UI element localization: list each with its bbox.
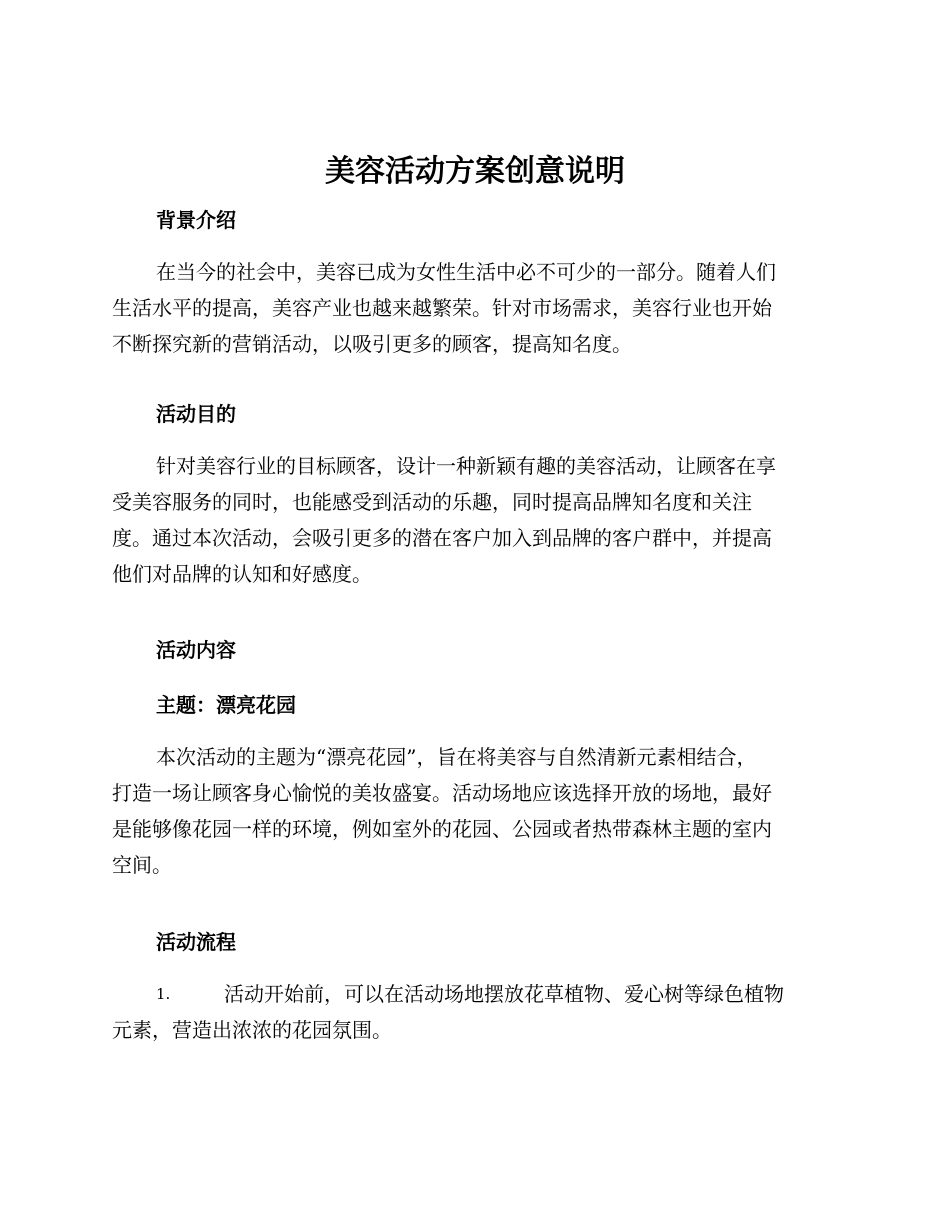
list-item-line: 活动开始前，可以在活动场地摆放花草植物、爱心树等绿色植物 [224, 982, 784, 1006]
paragraph-line: 打造一场让顾客身心愉悦的美妆盛宴。活动场地应该选择开放的场地，最好 [112, 781, 772, 805]
section-heading-background: 背景介绍 [156, 208, 236, 232]
section-heading-content: 活动内容 [156, 638, 236, 662]
paragraph-line: 针对美容行业的目标顾客，设计一种新颖有趣的美容活动，让顾客在享 [156, 454, 776, 478]
purpose-paragraph [112, 448, 836, 592]
paragraph-line: 是能够像花园一样的环境，例如室外的花园、公园或者热带森林主题的室内 [112, 817, 772, 841]
document-title: 美容活动方案创意说明 [325, 154, 625, 189]
section-heading-process: 活动流程 [156, 930, 236, 954]
paragraph-line: 不断探究新的营销活动，以吸引更多的顾客，提高知名度。 [112, 332, 632, 356]
theme-heading: 主题：漂亮花园 [156, 693, 296, 717]
paragraph-line: 受美容服务的同时，也能感受到活动的乐趣，同时提高品牌知名度和关注 [112, 490, 752, 514]
list-item [112, 976, 836, 1048]
background-paragraph [112, 254, 836, 362]
paragraph-line: 空间。 [112, 853, 172, 877]
paragraph-line: 本次活动的主题为“漂亮花园”，旨在将美容与自然清新元素相结合， [156, 745, 757, 769]
paragraph-line: 生活水平的提高，美容产业也越来越繁荣。针对市场需求，美容行业也开始 [112, 296, 772, 320]
content-paragraph [112, 739, 836, 883]
paragraph-line: 他们对品牌的认知和好感度。 [112, 562, 372, 586]
list-item-line: 元素，营造出浓浓的花园氛围。 [112, 1018, 392, 1042]
list-item-number: 1. [156, 985, 171, 1003]
paragraph-line: 在当今的社会中，美容已成为女性生活中必不可少的一部分。随着人们 [156, 260, 776, 284]
section-heading-purpose: 活动目的 [156, 402, 236, 426]
paragraph-line: 度。通过本次活动，会吸引更多的潜在客户加入到品牌的客户群中，并提高 [112, 526, 772, 550]
